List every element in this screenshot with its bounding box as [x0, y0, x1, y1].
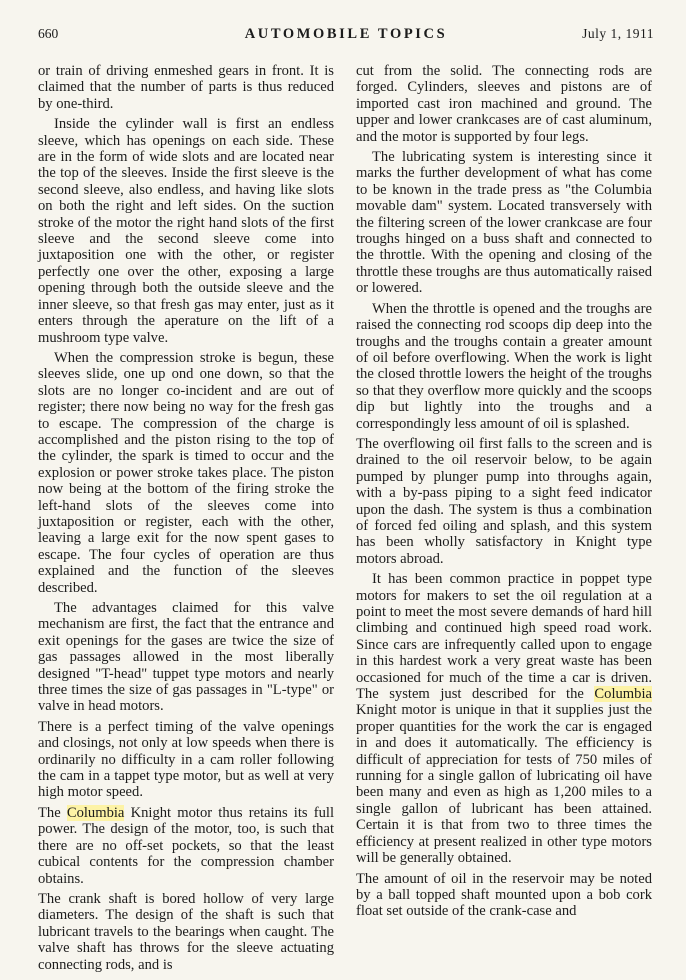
right-column: [356, 63, 652, 924]
paragraph: The overflowing oil first falls to the screen and is drained to the oil reservoir below, to be again pumped by plunger pump into throughs again, with a by-pass piping to a sight feed indicator upon the dash. The system is thus a combination of forced fed oiling and splash, and this system has been wholly satisfactory in Knight type motors abroad.: [356, 435, 652, 567]
paragraph: Inside the cylinder wall is first an endless sleeve, which has openings on each side. These are in the form of wide slots and are located near the top of the sleeves. Inside the first sleeve is the second sleeve, also endless, and having like slots on both the right and left sides. On the suction stroke of the motor the right hand slots of the first sleeve and the second sleeve come into juxtaposition one with the other, or register perfectly one over the other, exposing a large opening through both the outside sleeve and the inner sleeve, so that fresh gas may enter, just as it enters through the aperature on the lift of a mushroom type valve.: [38, 116, 334, 346]
paragraph: When the throttle is opened and the troughs are raised the connecting rod scoops dip deep into the troughs and the troughs contain a greater amount of oil before overflowing. When the work is light the closed throttle lowers the height of the troughs so that they overflow more quickly and the scoops dip but lightly into the troughs and a correspondingly less amount of oil is splashed.: [356, 300, 652, 432]
paragraph-rest: Knight motor is unique in that it supplies just the proper quantities for the work the car is engaged in and does it automatically. The efficiency is difficult of appreciation for tests of 750 miles of running for a single gallon of lubricating oil have been many and even as high as 1,200 miles to a single gallon of lubricant has been attained. Certain it is that from two to three times the efficiency at present realized in other type motors will be generally obtained.: [356, 702, 652, 867]
paragraph: The advantages claimed for this valve mechanism are first, the fact that the entrance and exit openings for the gases are twice the size of gas passages allowed in the most liberally designed "T-head" tuppet type motors and nearly three times the size of gas passages in "L-type" or valve in head motors.: [38, 600, 334, 715]
left-column: [38, 63, 334, 977]
paragraph: When the compression stroke is begun, these sleeves slide, one up ond one down, so that the slots are no longer co-incident and are out of register; there now being no way for the fresh gas to escape. The compression of the charge is accomplished and the piston rising to the top of the cylinder, the spark is timed to occur and the explosion or power stroke takes place. The piston now being at the bottom of the firing stroke the left-hand slots of the sleeves come into juxtaposition or register, each with the other, leaving a large exit for the now spent gases to escape. The four cycles of operation are thus explained and the function of the sleeves described.: [38, 349, 334, 596]
paragraph: [38, 805, 334, 887]
page-header: [38, 26, 654, 48]
paragraph: The amount of oil in the reservoir may be noted by a ball topped shaft mounted upon a bob cork float set outside of the crank-case and: [356, 870, 652, 920]
search-highlight: Columbia: [66, 804, 125, 821]
paragraph: The lubricating system is interesting since it marks the further development of what has come to be known in the trade press as "the Columbia movable dam" system. Located transversely with the filtering screen of the lower crankcase are four troughs hinged on a buss shaft and connected to the throttle. With the opening and closing of the throttle these troughs are thus automatically raised or lowered.: [356, 149, 652, 297]
issue-date: July 1, 1911: [582, 26, 654, 41]
paragraph: [356, 571, 652, 866]
search-highlight: Columbia: [594, 686, 652, 703]
paragraph: or train of driving enmeshed gears in front. It is claimed that the number of parts is thus reduced by one-third.: [38, 63, 334, 112]
publication-title: AUTOMOBILE TOPICS: [244, 26, 448, 42]
paragraph: cut from the solid. The connecting rods are forged. Cylinders, sleeves and pistons are of imported cast iron machined and ground. The upper and lower crankcases are of cast aluminum, and the motor is supported by four legs.: [356, 63, 652, 145]
paragraph: The crank shaft is bored hollow of very large diameters. The design of the shaft is such that lubricant travels to the bearings when caught. The valve shaft has throws for the sleeve actuating connecting rods, and is: [38, 890, 334, 973]
paragraph-lead: The: [38, 804, 67, 821]
paragraph: There is a perfect timing of the valve openings and closings, not only at low speeds when there is ordinarily no difficulty in a cam roller following the cam in a tappet type motor, but as well at very high motor speed.: [38, 718, 334, 801]
page-number: 660: [38, 26, 59, 41]
paragraph-rest: Knight motor thus retains its full power. The design of the motor, too, is such that there are no off-set pockets, so that the least cubical contents for the compression chamber obtains.: [38, 804, 334, 887]
paragraph-lead: It has been common practice in poppet type motors for makers to set the oil regulation at a point to meet the most severe demands of hard hill climbing and continued high speed road work. Since cars are infrequently called upon to engage in this hardest work a very great waste has been occasioned for much of the time a car is driven. The system just described for the: [356, 571, 652, 703]
